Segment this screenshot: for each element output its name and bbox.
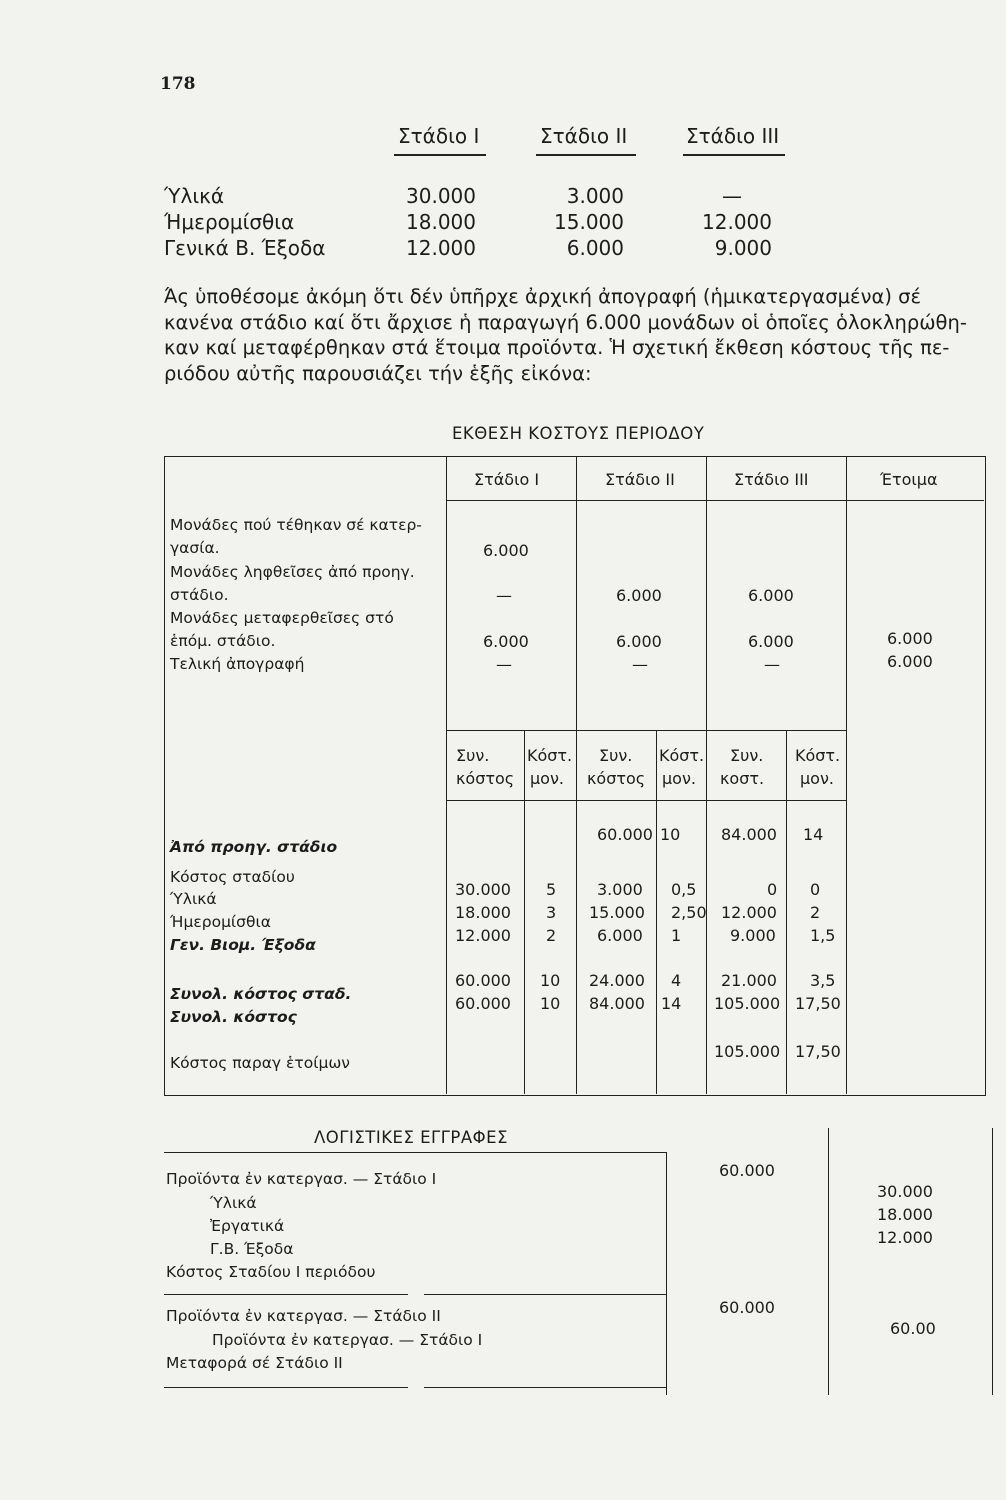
units-value: 6.000 xyxy=(616,632,662,651)
journal-credit-amount: 30.000 xyxy=(877,1182,933,1201)
journal-debit-account: Προϊόντα ἐν κατεργασ. — Στάδιο Ι xyxy=(166,1170,437,1188)
units-value: 6.000 xyxy=(616,586,662,605)
top-cell: 3.000 xyxy=(566,184,624,208)
journal-title: ΛΟΓΙΣΤΙΚΕΣ ΕΓΓΡΑΦΕΣ xyxy=(314,1128,509,1147)
col-divider xyxy=(524,730,525,1094)
col-divider xyxy=(706,457,707,1094)
cost-cell: 4 xyxy=(671,971,682,990)
journal-credit-account: Προϊόντα ἐν κατεργασ. — Στάδιο Ι xyxy=(212,1331,483,1349)
units-value: — xyxy=(496,586,512,605)
col-divider xyxy=(576,457,577,1094)
units-value: 6.000 xyxy=(748,586,794,605)
report-col-header: Στάδιο ΙΙ xyxy=(605,470,675,489)
cost-cell: 6.000 xyxy=(597,926,643,945)
col-divider xyxy=(786,730,787,1094)
journal-narration: Μεταφορά σέ Στάδιο ΙΙ xyxy=(166,1354,343,1372)
journal-credit-account: Ἐργατικά xyxy=(210,1217,285,1235)
row-divider xyxy=(446,500,984,501)
cost-cell: 1 xyxy=(671,926,682,945)
cost-cell: 14 xyxy=(661,994,682,1013)
col-divider xyxy=(446,457,447,1094)
sub-header: Συν. xyxy=(456,746,490,765)
sub-header: κοστ. xyxy=(720,769,765,788)
top-cell: 30.000 xyxy=(406,184,476,208)
cost-label: Συνολ. κόστος σταδ. xyxy=(170,985,352,1003)
units-label: Μονάδες πού τέθηκαν σέ κατερ- xyxy=(170,516,422,534)
sub-header: Κόστ. xyxy=(659,746,705,765)
cost-cell: 60.000 xyxy=(455,994,511,1013)
units-label: στάδιο. xyxy=(170,586,229,604)
units-label: Μονάδες μεταφερθεῖσες στό xyxy=(170,609,394,627)
journal-divider xyxy=(666,1152,667,1395)
journal-debit-account: Προϊόντα ἐν κατεργασ. — Στάδιο ΙΙ xyxy=(166,1307,441,1325)
top-row-label: Ύλικά xyxy=(164,184,225,208)
cost-cell: 3 xyxy=(546,903,557,922)
top-row-label: Ήμερομίσθια xyxy=(164,210,295,234)
cost-cell: 10 xyxy=(660,825,681,844)
cost-cell: 24.000 xyxy=(589,971,645,990)
cost-cell: 5 xyxy=(546,880,557,899)
cost-label: Συνολ. κόστος xyxy=(170,1008,297,1026)
cost-cell: 30.000 xyxy=(455,880,511,899)
col-divider xyxy=(846,457,847,1094)
cost-cell: 0 xyxy=(810,880,821,899)
journal-divider xyxy=(992,1128,993,1395)
journal-credit-account: Ύλικά xyxy=(210,1194,257,1212)
units-label: ἑπόμ. στάδιο. xyxy=(170,632,276,650)
top-cell: 12.000 xyxy=(702,210,772,234)
journal-rule xyxy=(164,1387,408,1388)
paragraph-line: Άς ὑποθέσομε ἀκόμη ὅτι δέν ὑπῆρχε ἀρχική ἀπογραφή (ἡμικατεργασμένα) σέ xyxy=(164,285,922,308)
cost-cell: 21.000 xyxy=(721,971,777,990)
units-label: γασία. xyxy=(170,539,220,557)
units-value: 6.000 xyxy=(483,541,529,560)
cost-cell: 2 xyxy=(810,903,821,922)
page-number: 178 xyxy=(160,74,196,94)
journal-divider xyxy=(828,1128,829,1395)
cost-label: Ύλικά xyxy=(170,890,217,908)
journal-narration: Κόστος Σταδίου Ι περιόδου xyxy=(166,1263,376,1281)
report-col-header: Έτοιμα xyxy=(880,470,938,489)
journal-rule xyxy=(424,1387,666,1388)
cost-cell: 60.000 xyxy=(597,825,653,844)
cost-cell: 105.000 xyxy=(714,994,781,1013)
units-value: 6.000 xyxy=(748,632,794,651)
journal-rule xyxy=(424,1294,666,1295)
sub-header: κόστος xyxy=(456,769,515,788)
sub-header: κόστος xyxy=(587,769,646,788)
paragraph-line: ριόδου αὐτῆς παρουσιάζει τήν ἑξῆς εἰκόνα: xyxy=(164,361,592,385)
sub-header: Συν. xyxy=(599,746,633,765)
report-title: ΕΚΘΕΣΗ ΚΟΣΤΟΥΣ ΠΕΡΙΟΔΟΥ xyxy=(452,424,705,443)
cost-cell: 60.000 xyxy=(455,971,511,990)
top-table-header-1: Στάδιο Ι xyxy=(398,124,480,148)
cost-cell: 17,50 xyxy=(795,994,841,1013)
journal-credit-amount: 18.000 xyxy=(877,1205,933,1224)
cost-cell: 15.000 xyxy=(589,903,645,922)
sub-header: Κόστ. xyxy=(795,746,841,765)
cost-cell: 105.000 xyxy=(714,1042,781,1061)
cost-label: Ήμερομίσθια xyxy=(170,913,271,931)
journal-credit-account: Γ.Β. Έξοδα xyxy=(210,1240,294,1258)
journal-rule xyxy=(164,1294,408,1295)
header-underline xyxy=(536,154,636,156)
sub-header: Κόστ. xyxy=(527,746,573,765)
paragraph-line: κανένα στάδιο καί ὅτι ἄρχισε ἡ παραγωγή 6.000 μονάδων οἱ ὁποῖες ὁλοκληρώθη- xyxy=(164,310,967,334)
units-value: 6.000 xyxy=(887,629,933,648)
top-cell: 18.000 xyxy=(406,210,476,234)
top-cell: 12.000 xyxy=(406,236,476,260)
report-col-header: Στάδιο ΙΙΙ xyxy=(734,470,809,489)
top-row-label: Γενικά Β. Έξοδα xyxy=(164,236,326,260)
top-cell: — xyxy=(722,184,742,208)
journal-rule xyxy=(164,1152,666,1153)
sub-header: μον. xyxy=(662,769,696,788)
units-value: 6.000 xyxy=(483,632,529,651)
sub-header: μον. xyxy=(530,769,564,788)
cost-cell: 18.000 xyxy=(455,903,511,922)
body-paragraph xyxy=(164,284,979,386)
header-underline xyxy=(683,154,785,156)
cost-cell: 3,5 xyxy=(810,971,836,990)
units-label: Μονάδες ληφθεῖσες ἀπό προηγ. xyxy=(170,563,415,581)
cost-cell: 84.000 xyxy=(721,825,777,844)
cost-label-from-prev: Ἀπό προηγ. στάδιο xyxy=(170,838,338,856)
sub-header: Συν. xyxy=(730,746,764,765)
top-cell: 6.000 xyxy=(566,236,624,260)
top-table-header-2: Στάδιο ΙΙ xyxy=(540,124,628,148)
header-underline xyxy=(394,154,486,156)
cost-cell: 0 xyxy=(767,880,778,899)
journal-debit-amount: 60.000 xyxy=(719,1298,775,1317)
journal-credit-amount: 60.00 xyxy=(890,1319,936,1338)
row-divider xyxy=(446,800,847,801)
cost-cell: 12.000 xyxy=(455,926,511,945)
cost-cell: 17,50 xyxy=(795,1042,841,1061)
top-cell: 9.000 xyxy=(714,236,772,260)
journal-debit-amount: 60.000 xyxy=(719,1161,775,1180)
units-value: — xyxy=(764,655,780,674)
units-label: Τελική ἀπογραφή xyxy=(170,655,305,673)
cost-label: Γεν. Βιομ. Έξοδα xyxy=(170,936,316,954)
cost-cell: 10 xyxy=(540,994,561,1013)
cost-cell: 12.000 xyxy=(721,903,777,922)
units-value: — xyxy=(496,655,512,674)
row-divider xyxy=(446,730,847,731)
units-value: — xyxy=(632,655,648,674)
cost-cell: 2,50 xyxy=(671,903,707,922)
cost-label: Κόστος παραγ ἑτοίμων xyxy=(170,1054,350,1072)
cost-cell: 10 xyxy=(540,971,561,990)
cost-cell: 2 xyxy=(546,926,557,945)
cost-label: Κόστος σταδίου xyxy=(170,868,295,886)
report-col-header: Στάδιο Ι xyxy=(474,470,540,489)
cost-cell: 1,5 xyxy=(810,926,836,945)
cost-cell: 9.000 xyxy=(730,926,776,945)
col-divider xyxy=(656,730,657,1094)
top-table-header-3: Στάδιο ΙΙΙ xyxy=(686,124,780,148)
cost-cell: 3.000 xyxy=(597,880,643,899)
cost-cell: 0,5 xyxy=(671,880,697,899)
cost-cell: 84.000 xyxy=(589,994,645,1013)
top-cell: 15.000 xyxy=(554,210,624,234)
units-value: 6.000 xyxy=(887,652,933,671)
journal-credit-amount: 12.000 xyxy=(877,1228,933,1247)
cost-cell: 14 xyxy=(803,825,824,844)
paragraph-line: καν καί μεταφέρθηκαν στά ἕτοιμα προϊόντα. Ἡ σχετική ἔκθεση κόστους τῆς πε- xyxy=(164,336,950,359)
sub-header: μον. xyxy=(800,769,834,788)
